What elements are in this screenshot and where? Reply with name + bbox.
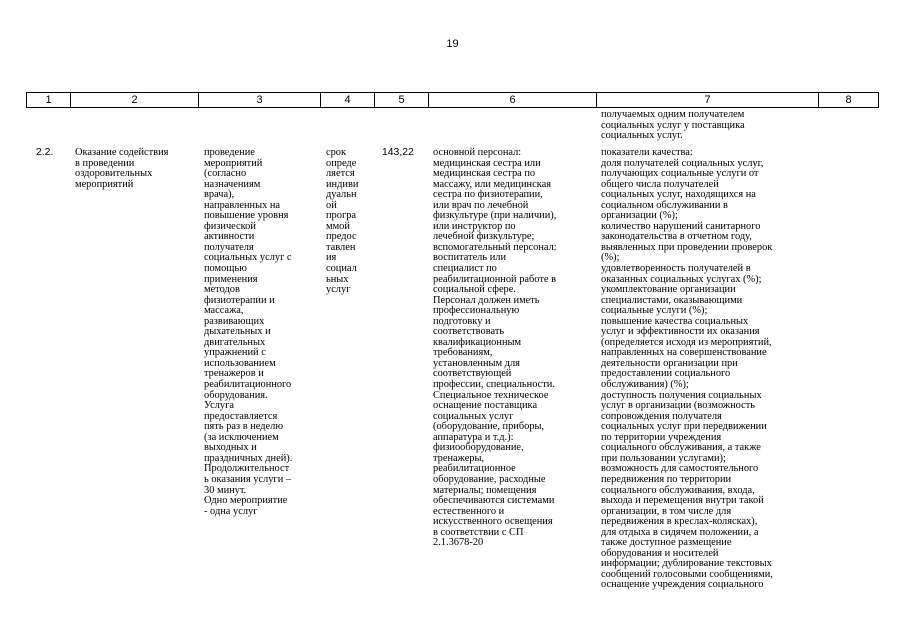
header-col-6: 6: [429, 93, 597, 107]
header-col-1: 1: [27, 93, 71, 107]
quality-indicators: показатели качества: доля получателей социальных услуг, получающих социальные услуги от общего числа получателей социальных услуг, находящихся на социальном обслуживании в организации (%); количество нарушений санитарного законодательства в отчетном году, выявленных при проведении проверок (%); удовлетворенность получателей в оказанных социальных услугах (%); укомплектование организации специалистами, оказывающими социальные услуги (%); повышение качества социальных услуг и эффективности их оказания (определяется исходя из мероприятий, направленных на совершенствование деятельности организации при предоставлении социального обслуживания) (%); доступность получения социальных услуг в организации (возможность сопровождения получателя социальных услуг при передвижении по территории учреждения социального обслуживания, а также при пользовании услугами); возможность для самостоятельного передвижения по территории социального обслуживания, входа, выхода и перемещения внутри такой организации, в том числе для передвижения в креслах-колясках), для отдыха в сидячем положении, а также доступное размещение оборудования и носителей информации; дублирование текстовых сообщений голосовыми сообщениями, оснащение учреждения социального: [601, 147, 773, 591]
header-col-3: 3: [199, 93, 321, 107]
service-conditions: основной персонал: медицинская сестра или медицинская сестра по массажу, или медицинская сестра по физиотерапии, или врач по лечебной физкультуре (при наличии), или инструктор по лечебной физкультуре; вспомогательный персонал: воспитатель или специалист по реабилитационной работе в социальной сфере. Персонал должен иметь профессиональную подготовку и соответствовать квалификационным требованиям, установленным для соответствующей профессии, специальности. Специальное техническое оснащение поставщика социальных услуг (оборудование, приборы, аппаратура и т.д.): физиооборудование, тренажеры, реабилитационное оборудование, расходные материалы; помещения обеспечиваются системами естественного и искусственного освещения в соответствии с СП 2.1.3678-20: [433, 147, 557, 549]
service-description: проведение мероприятий (согласно назначениям врача), направленных на повышение уровня физической активности получателя социальных услуг с помощью применения методов физиотерапии и массажа, развивающих дыхательных и двигательных упражнений с использованием тренажеров и реабилитационного оборудования. Услуга предоставляется пять раз в неделю (за исключением выходных и праздничных дней). Продолжительност ь оказания услуги – 30 минут. Одно мероприятие - одна услуг: [204, 147, 293, 517]
header-col-5: 5: [375, 93, 429, 107]
header-col-7: 7: [597, 93, 819, 107]
service-name: Оказание содействия в проведении оздоровительных мероприятий: [75, 147, 169, 190]
table-header-row: [26, 92, 879, 108]
service-term: срок опреде ляется индиви дуальн ой програ ммой предос тавлен ия социал ьных услуг: [326, 147, 359, 296]
service-tariff: 143,22: [382, 147, 414, 158]
header-col-2: 2: [71, 93, 199, 107]
header-col-8: 8: [845, 94, 852, 106]
carryover-text: получаемых одним получателем социальных услуг у поставщика социальных услуг.: [601, 109, 745, 142]
header-col-4: 4: [321, 93, 375, 107]
row-number: 2.2.: [36, 147, 54, 158]
page-number: 19: [446, 38, 459, 50]
